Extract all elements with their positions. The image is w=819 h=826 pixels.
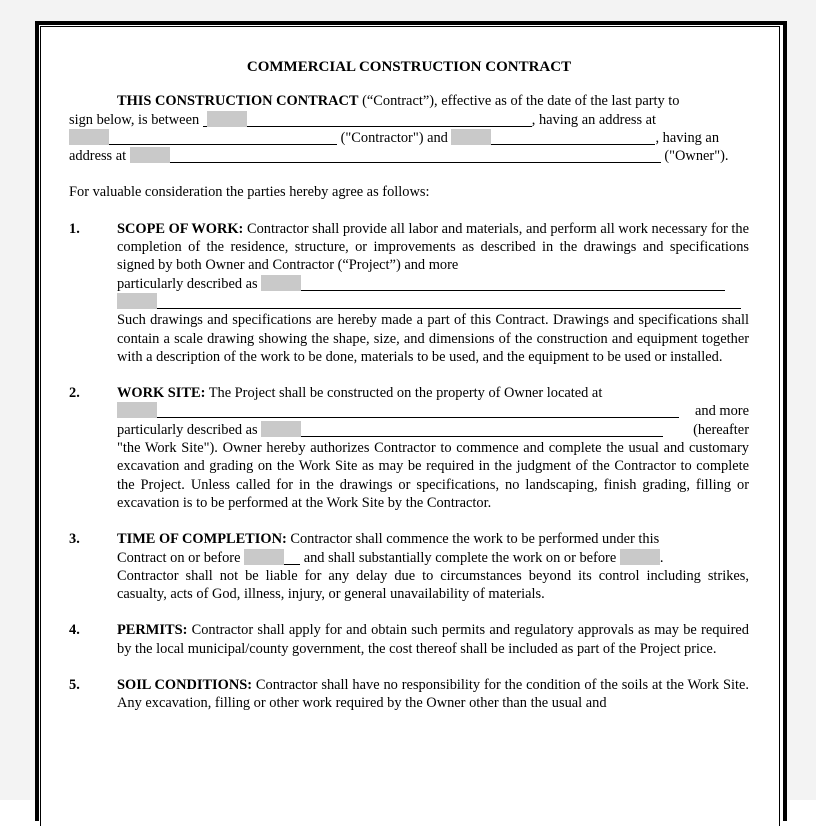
consideration-text: For valuable consideration the parties hereby agree as follows: (69, 184, 430, 201)
section-number: 2. (69, 385, 80, 402)
section-text: The Project shall be constructed on the property of Owner located at (205, 385, 603, 402)
intro-line4-start: address at (69, 148, 127, 165)
intro-line3-end: , having an (655, 129, 720, 146)
section-number: 5. (69, 677, 80, 694)
intro-line2-end: , having an address at (531, 111, 657, 128)
section-text: particularly described as (117, 275, 258, 292)
start-date-field[interactable] (244, 549, 300, 565)
intro-line3-mid: ("Contractor") and (340, 129, 448, 146)
section-text: "the Work Site"). Owner hereby authorizes Contractor to commence and complete the usual and customary excavation and grading on the Work Site as may be required in the judgment of the Contractor to complete the Project. Unless called for in the drawings or specifications, no landscaping, finish grading, filling or excavation is to be performed at the Work Site by the Contractor. (117, 440, 749, 511)
section-permits (69, 621, 749, 658)
project-description-field[interactable] (261, 275, 725, 291)
intro-paragraph (69, 92, 749, 165)
work-site-description-field[interactable] (261, 421, 663, 437)
section-text: and more (695, 403, 749, 420)
section-number: 4. (69, 622, 80, 639)
section-text: . (659, 549, 664, 566)
section-soil-conditions (69, 676, 749, 713)
section-time-of-completion (69, 530, 749, 603)
document-title: COMMERCIAL CONSTRUCTION CONTRACT (246, 59, 572, 75)
work-site-location-field[interactable] (117, 402, 679, 418)
section-heading: SCOPE OF WORK: (117, 220, 244, 237)
section-number: 3. (69, 531, 80, 548)
intro-line2-start: sign below, is between (69, 111, 200, 128)
section-text: Contractor shall apply for and obtain such permits and regulatory approvals as may be required by the local municipal/county government, the cost thereof shall be included as part of the Project price. (117, 622, 749, 657)
section-heading: PERMITS: (117, 622, 188, 639)
section-text: Such drawings and specifications are hereby made a part of this Contract. Drawings and specifications shall contain a scale drawing showing the shape, size, and dimensions of the construction and equipment together with a description of the work to be done, materials to be used, and the equipment to be used or installed. (117, 312, 749, 365)
owner-address-field[interactable] (130, 147, 661, 163)
document-body (69, 56, 749, 713)
section-text: Contract on or before (117, 549, 241, 566)
intro-line4-end: ("Owner"). (664, 148, 729, 165)
owner-name-field[interactable] (451, 129, 655, 145)
section-text: (hereafter (693, 421, 749, 438)
section-text: Contractor shall not be liable for any delay due to circumstances beyond its control including strikes, casualty, acts of God, illness, injury, or general unavailability of materials. (117, 567, 749, 603)
section-text: particularly described as (117, 421, 258, 438)
intro-lead-text: (“Contract”), effective as of the date of the last party to (358, 93, 680, 110)
section-scope-of-work (69, 220, 749, 366)
intro-lead-bold: THIS CONSTRUCTION CONTRACT (117, 93, 359, 110)
section-work-site (69, 384, 749, 512)
section-number: 1. (69, 220, 80, 237)
section-text: Contractor shall have no responsibility for the condition of the soils at the Work Site. Any excavation, filling or other work required by the Owner other than the usual and (117, 677, 749, 712)
section-heading: TIME OF COMPLETION: (117, 531, 287, 548)
section-text: and shall substantially complete the work on or before (303, 549, 617, 566)
project-description-field-2[interactable] (117, 293, 741, 309)
section-heading: SOIL CONDITIONS: (117, 677, 253, 694)
section-text: Contractor shall commence the work to be performed under this (286, 531, 660, 548)
section-text: Contractor shall provide all labor and materials, and perform all work necessary for the completion of the residence, structure, or improvements as described in the drawings and specifications signed by both Owner and Contractor (“Project”) and more (117, 220, 750, 274)
completion-date-field[interactable] (620, 549, 660, 565)
contractor-name-field[interactable] (203, 111, 532, 127)
contractor-address-field[interactable] (69, 129, 337, 145)
section-heading: WORK SITE: (117, 385, 206, 402)
